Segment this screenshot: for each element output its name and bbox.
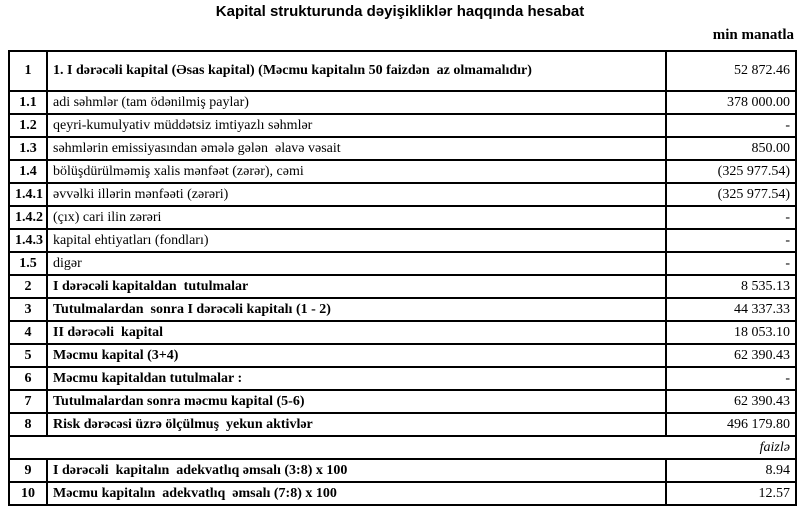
row-value: - [666, 252, 796, 275]
table-row [9, 183, 796, 206]
row-label: Məcmu kapitaldan tutulmalar : [47, 367, 666, 390]
table-row [9, 206, 796, 229]
row-value: - [666, 114, 796, 137]
table-row [9, 482, 796, 505]
report-title: Kapital strukturunda dəyişikliklər haqqında hesabat [215, 3, 585, 20]
row-value: 62 390.43 [666, 344, 796, 367]
percent-separator-row [9, 436, 796, 459]
row-number: 6 [9, 367, 47, 390]
row-label: Məcmu kapital (3+4) [47, 344, 666, 367]
capital-structure-table [8, 50, 797, 506]
row-label: adi səhmlər (tam ödənilmiş paylar) [47, 91, 666, 114]
row-number: 1.2 [9, 114, 47, 137]
row-label: Məcmu kapitalın adekvatlıq əmsalı (7:8) x 100 [47, 482, 666, 505]
row-value: (325 977.54) [666, 183, 796, 206]
table-row [9, 413, 796, 436]
row-value: 8.94 [666, 459, 796, 482]
row-label: Tutulmalardan sonra I dərəcəli kapitalı (1 - 2) [47, 298, 666, 321]
row-value: (325 977.54) [666, 160, 796, 183]
row-number: 10 [9, 482, 47, 505]
row-label: I dərəcəli kapitalın adekvatlıq əmsalı (3:8) x 100 [47, 459, 666, 482]
row-number: 1.4.3 [9, 229, 47, 252]
table-row [9, 459, 796, 482]
table-row [9, 91, 796, 114]
table-body [9, 51, 796, 505]
table-row [9, 137, 796, 160]
table-row [9, 114, 796, 137]
table-row [9, 321, 796, 344]
row-number: 1.5 [9, 252, 47, 275]
table-row [9, 51, 796, 91]
row-value: 52 872.46 [666, 51, 796, 91]
row-label: (çıx) cari ilin zərəri [47, 206, 666, 229]
row-value: 44 337.33 [666, 298, 796, 321]
row-label: kapital ehtiyatları (fondları) [47, 229, 666, 252]
row-number: 1 [9, 51, 47, 91]
row-label: əvvəlki illərin mənfəəti (zərəri) [47, 183, 666, 206]
row-number: 1.3 [9, 137, 47, 160]
unit-label: min manatla [712, 27, 794, 43]
table-row [9, 298, 796, 321]
row-value: 378 000.00 [666, 91, 796, 114]
table-row [9, 252, 796, 275]
row-number: 1.4.1 [9, 183, 47, 206]
row-number: 9 [9, 459, 47, 482]
row-number: 5 [9, 344, 47, 367]
table-row [9, 160, 796, 183]
table-row [9, 367, 796, 390]
row-number: 1.1 [9, 91, 47, 114]
row-value: 12.57 [666, 482, 796, 505]
row-label: 1. I dərəcəli kapital (Əsas kapital) (Məcmu kapitalın 50 faizdən az olmamalıdır) [47, 51, 666, 91]
row-number: 3 [9, 298, 47, 321]
row-label: Tutulmalardan sonra məcmu kapital (5-6) [47, 390, 666, 413]
row-label: I dərəcəli kapitaldan tutulmalar [47, 275, 666, 298]
table-row [9, 229, 796, 252]
row-number: 1.4.2 [9, 206, 47, 229]
row-label: qeyri-kumulyativ müddətsiz imtiyazlı səhmlər [47, 114, 666, 137]
row-value: 18 053.10 [666, 321, 796, 344]
row-label: II dərəcəli kapital [47, 321, 666, 344]
table-row [9, 275, 796, 298]
row-value: - [666, 206, 796, 229]
row-value: 496 179.80 [666, 413, 796, 436]
row-number: 4 [9, 321, 47, 344]
percent-unit-label: faizlə [9, 436, 796, 459]
row-value: 850.00 [666, 137, 796, 160]
row-number: 8 [9, 413, 47, 436]
row-value: - [666, 367, 796, 390]
row-label: bölüşdürülməmiş xalis mənfəət (zərər), cəmi [47, 160, 666, 183]
table-row [9, 390, 796, 413]
row-label: digər [47, 252, 666, 275]
row-value: 8 535.13 [666, 275, 796, 298]
row-label: Risk dərəcəsi üzrə ölçülmuş yekun aktivlər [47, 413, 666, 436]
table-row [9, 344, 796, 367]
row-value: - [666, 229, 796, 252]
row-label: səhmlərin emissiyasından əmələ gələn əlavə vəsait [47, 137, 666, 160]
row-number: 2 [9, 275, 47, 298]
row-number: 7 [9, 390, 47, 413]
row-value: 62 390.43 [666, 390, 796, 413]
row-number: 1.4 [9, 160, 47, 183]
